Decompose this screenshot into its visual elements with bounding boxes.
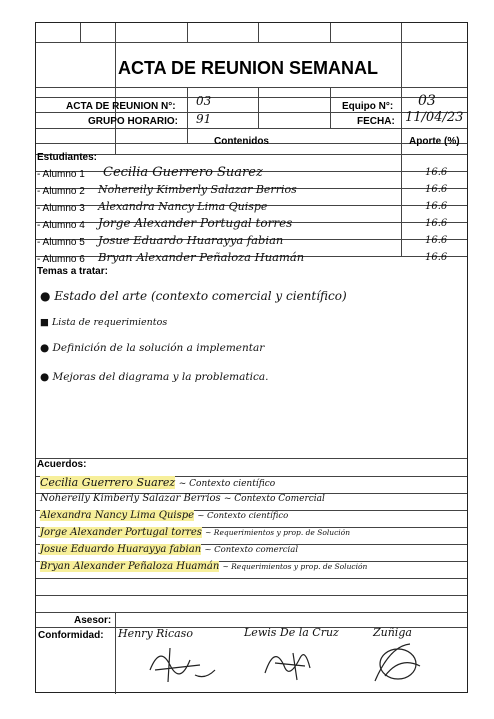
acuerdo-task: ~ Requerimientos y prop. de Solución: [205, 528, 351, 537]
signature-mark-icon: [140, 640, 220, 685]
student-name: Cecilia Guerrero Suarez: [103, 165, 263, 180]
grid-line: [80, 23, 81, 42]
signature-mark-icon: [360, 636, 440, 686]
grupo-horario-value: 91: [196, 112, 212, 126]
grid-line: [36, 595, 467, 596]
conformidad-label: Conformidad:: [38, 630, 104, 641]
equipo-label: Equipo N°:: [342, 101, 394, 112]
temas-label: Temas a tratar:: [37, 266, 108, 277]
grid-line: [187, 23, 188, 42]
student-label: - Alumno 6: [37, 254, 85, 265]
acuerdo-item: [40, 528, 350, 538]
student-aporte: 16.6: [425, 218, 448, 229]
grid-line: [258, 23, 259, 42]
student-aporte: 16.6: [425, 201, 448, 212]
grupo-horario-label: GRUPO HORARIO:: [88, 116, 178, 127]
contenidos-header: Contenidos: [214, 136, 269, 147]
fecha-value: 11/04/23: [405, 110, 464, 125]
acuerdo-task: ~ Contexto científico: [178, 479, 276, 489]
page-title: ACTA DE REUNION SEMANAL: [118, 58, 378, 78]
tema-text: Estado del arte (contexto comercial y científico): [54, 289, 347, 303]
student-name: Nohereily Kimberly Salazar Berrios: [98, 183, 297, 196]
grid-line: [36, 458, 467, 459]
acuerdo-item: [40, 562, 367, 572]
acta-number-value: 03: [196, 94, 212, 108]
student-name: Alexandra Nancy Lima Quispe: [98, 200, 268, 213]
tema-item: ● Estado del arte (contexto comercial y científico): [40, 289, 347, 303]
acuerdo-name: Nohereily Kimberly Salazar Berrios: [40, 493, 221, 504]
student-aporte: 16.6: [425, 252, 448, 263]
acuerdo-task: ~ Contexto Comercial: [223, 494, 325, 504]
acuerdo-name: Bryan Alexander Peñaloza Huamán: [40, 561, 220, 572]
acuerdo-name: Cecilia Guerrero Suarez: [40, 476, 176, 489]
tema-item: ■ Lista de requerimientos: [40, 317, 168, 328]
acuerdo-task: ~ Contexto científico: [197, 511, 289, 521]
student-aporte: 16.6: [425, 167, 448, 178]
asesor-label: Asesor:: [74, 615, 112, 626]
estudiantes-label: Estudiantes:: [37, 152, 98, 163]
student-label: - Alumno 2: [37, 186, 85, 197]
grid-line: [36, 97, 467, 98]
acuerdo-item: [40, 477, 275, 489]
grid-line: [330, 23, 331, 42]
acuerdo-task: ~ Contexto comercial: [204, 545, 299, 555]
grid-line: [36, 154, 467, 155]
acuerdo-name: Jorge Alexander Portugal torres: [40, 527, 202, 538]
student-label: - Alumno 3: [37, 203, 85, 214]
grid-line: [36, 42, 467, 43]
acuerdo-name: Josue Eduardo Huarayya fabian: [40, 544, 202, 555]
fecha-label: FECHA:: [357, 116, 395, 127]
grid-line: [330, 87, 331, 128]
signature-name: Henry Ricaso: [118, 627, 193, 640]
aporte-header: Aporte (%): [409, 136, 460, 147]
grid-line: [401, 23, 402, 256]
grid-line: [36, 112, 467, 113]
grid-line: [36, 128, 467, 129]
equipo-value: 03: [418, 93, 436, 109]
signature-name: Zuñiga: [373, 626, 412, 639]
acta-number-label: ACTA DE REUNION N°:: [66, 101, 176, 112]
signature-name: Lewis De la Cruz: [244, 626, 339, 639]
acuerdo-item: [40, 545, 298, 555]
acuerdo-item: [40, 494, 325, 504]
grid-line: [187, 87, 188, 143]
acuerdo-item: [40, 511, 288, 521]
signature-mark-icon: [255, 638, 325, 683]
student-label: - Alumno 4: [37, 220, 85, 231]
tema-text: Definición de la solución a implementar: [52, 342, 265, 354]
student-label: - Alumno 5: [37, 237, 85, 248]
student-label: - Alumno 1: [37, 169, 85, 180]
student-name: Josue Eduardo Huarayya fabian: [98, 233, 284, 247]
grid-line: [36, 578, 467, 579]
acuerdos-label: Acuerdos:: [37, 459, 87, 470]
grid-line: [36, 87, 467, 88]
grid-line: [258, 87, 259, 128]
tema-text: Mejoras del diagrama y la problematica.: [52, 371, 269, 383]
student-name: Bryan Alexander Peñaloza Huamán: [98, 250, 305, 264]
tema-text: Lista de requerimientos: [52, 317, 168, 328]
grid-line: [115, 612, 116, 694]
tema-item: ● Mejoras del diagrama y la problematica.: [40, 371, 269, 383]
student-aporte: 16.6: [425, 235, 448, 246]
grid-line: [115, 23, 116, 154]
student-name: Jorge Alexander Portugal torres: [98, 216, 293, 230]
student-aporte: 16.6: [425, 184, 448, 195]
acuerdo-name: Alexandra Nancy Lima Quispe: [40, 510, 195, 521]
grid-line: [36, 612, 467, 613]
acuerdo-task: ~ Requerimientos y prop. de Solución: [222, 562, 368, 571]
tema-item: ● Definición de la solución a implementar: [40, 342, 265, 354]
